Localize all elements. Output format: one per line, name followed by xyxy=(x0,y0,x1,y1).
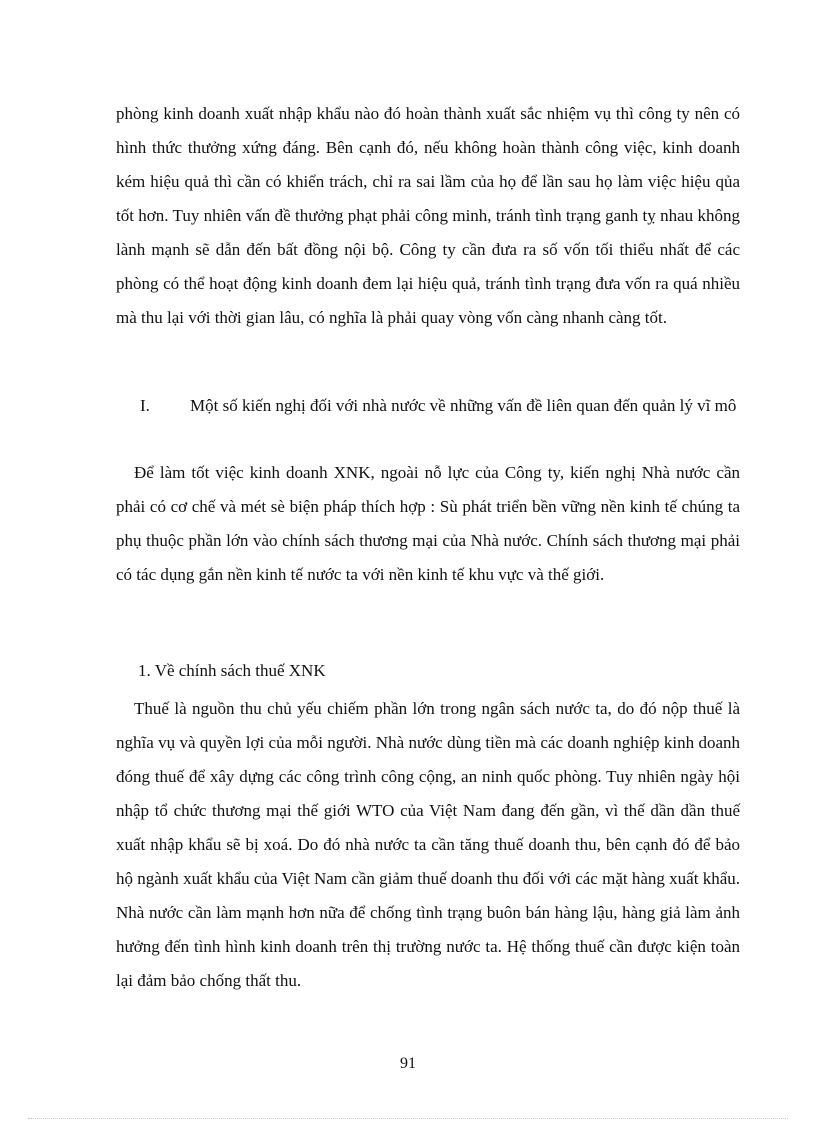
body-paragraph: Để làm tốt việc kinh doanh XNK, ngoài nỗ lực của Công ty, kiến nghị Nhà nước cần phải có cơ chế và mét sè biện pháp thích hợp : Sù phát triển bền vững nền kinh tế chúng ta phụ thuộc phần lớn vào chính sách thương mại của Nhà nước. Chính sách thương mại phải có tác dụng gắn nền kinh tế nước ta với nền kinh tế khu vực và thế giới. xyxy=(116,463,740,584)
section-number: I. xyxy=(140,396,150,415)
subsection-heading: 1. Về chính sách thuế XNK xyxy=(138,661,326,680)
section-heading: Một số kiến nghị đối với nhà nước về những vấn đề liên quan đến quản lý vĩ mô xyxy=(190,396,737,415)
body-paragraph: phòng kinh doanh xuất nhập khẩu nào đó hoàn thành xuất sắc nhiệm vụ thì công ty nên có hình thức thưởng xứng đáng. Bên cạnh đó, nếu không hoàn thành công việc, kinh doanh kém hiệu quả thì cần có khiển trách, chỉ ra sai lầm của họ để lần sau họ làm việc hiệu qủa tốt hơn. Tuy nhiên vấn đề thưởng phạt phải công minh, tránh tình trạng ganh tỵ nhau không lành mạnh sẽ dẫn đến bất đồng nội bộ. Công ty cần đưa ra số vốn tối thiểu nhất để các phòng có thể hoạt động kinh doanh đem lại hiệu quả, tránh tình trạng đưa vốn ra quá nhiều mà thu lại với thời gian lâu, có nghĩa là phải quay vòng vốn càng nhanh càng tốt. xyxy=(116,104,740,327)
footer-divider xyxy=(28,1118,788,1119)
body-paragraph: Thuế là nguồn thu chủ yếu chiếm phần lớn trong ngân sách nước ta, do đó nộp thuế là nghĩa vụ và quyền lợi của mỗi người. Nhà nước dùng tiền mà các doanh nghiệp kinh doanh đóng thuế để xây dựng các công trình công cộng, an ninh quốc phòng. Tuy nhiên ngày hội nhập tổ chức thương mại thế giới WTO của Việt Nam đang đến gần, vì thế dần dần thuế xuất nhập khẩu sẽ bị xoá. Do đó nhà nước ta cần tăng thuế doanh thu, bên cạnh đó để bảo hộ ngành xuất khẩu của Việt Nam cần giảm thuế doanh thu đối với các mặt hàng xuất khẩu. Nhà nước cần làm mạnh hơn nữa để chống tình trạng buôn bán hàng lậu, hàng giả làm ảnh hưởng đến tình hình kinh doanh trên thị trường nước ta. Hệ thống thuế cần được kiện toàn lại đảm bảo chống thất thu. xyxy=(116,699,740,990)
page-number: 91 xyxy=(400,1055,416,1072)
